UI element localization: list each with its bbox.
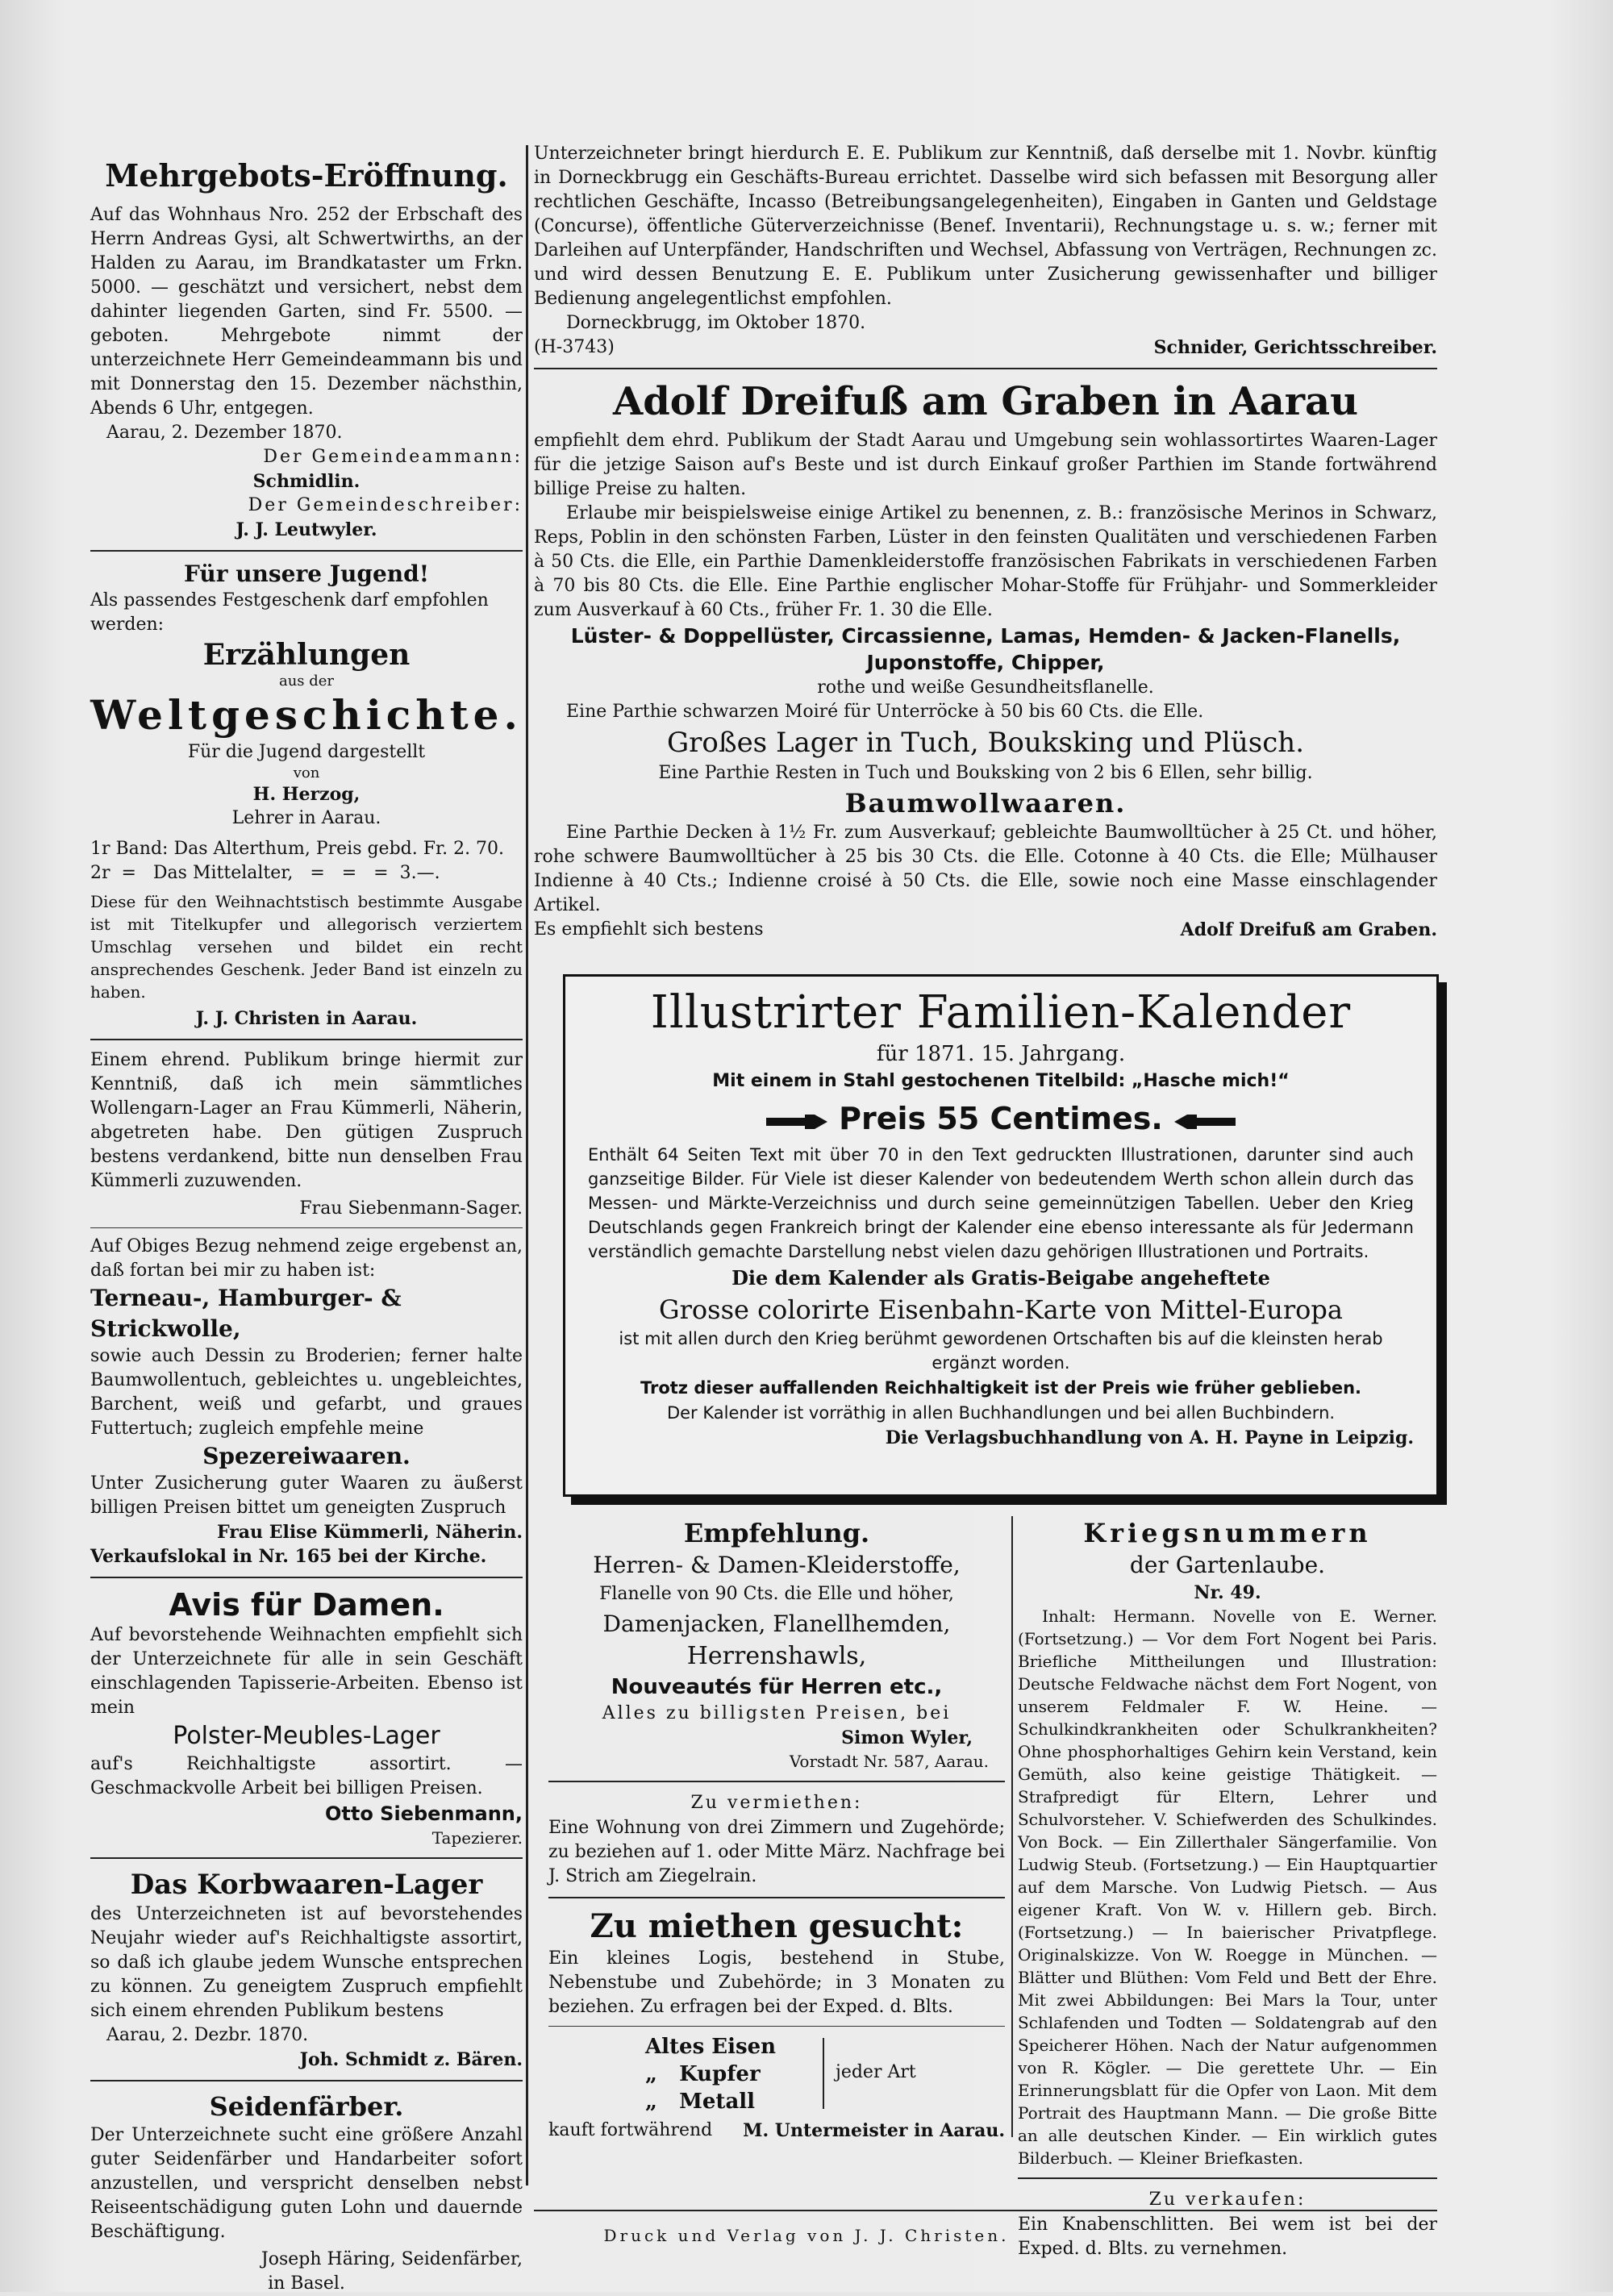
ad-text: Die dem Kalender als Gratis-Beigabe angeheftete xyxy=(731,1266,1270,1290)
left-column xyxy=(90,137,523,2296)
ad-signature: Schmidlin. xyxy=(252,471,361,492)
ad-body: des Unterzeichneten ist auf bevorstehendes Neujahr wieder auf's Reichhaltigste assortirt, so daß ich glaube jedem Wunsche entsprechen zu können. Zu geneigtem Zuspruch empfiehlt sich einem ehrenden Publikum bestens xyxy=(90,1904,523,2021)
ad-text: Für die Jugend dargestellt xyxy=(187,742,426,762)
ad-footer-row xyxy=(534,335,1437,360)
ad-body: Unter Zusicherung guter Waaren zu äußerst billigen Preisen bittet um geneigten Zuspruch xyxy=(90,1473,523,1518)
ad-title: Zu vermiethen: xyxy=(690,1793,863,1813)
ad-text: Mit einem in Stahl gestochenen Titelbild: „Hasche mich!“ xyxy=(712,1071,1290,1091)
ad-body: Eine Parthie Resten in Tuch und Bouksking von 2 bis 6 Ellen, sehr billig. xyxy=(658,763,1313,783)
ad-kuemmerli xyxy=(90,1235,523,1569)
divider xyxy=(90,1039,523,1040)
ad-body: sowie auch Dessin zu Broderien; ferner halte Baumwollentuch, gebleichtes u. ungebleichtes, Barchent, weiß und gefarbt, und graues Futtertuch; zugleich empfehle meine xyxy=(90,1346,523,1439)
ad-place: in Basel. xyxy=(268,2273,345,2294)
ad-body: Unterzeichneter bringt hierdurch E. E. Publikum zur Kenntniß, daß derselbe mit 1. Novbr. künftig in Dorneckbrugg ein Geschäfts-Bureau errichtet. Dasselbe wird sich befassen mit Besorgung aller rechtlichen Geschäfte, Incasso (Betreibungsangelegenheiten), Eingaben in Ganten und Geldstage (Concurse), öffentliche Güterverzeichnisse (Benef. Inventarii), Rechnungstage u. s. w.; ferner mit Darleihen auf Unterpfänder, Handschriften und Wechsel, Abfassung von Verträgen, Rechnungen zc. und wird dessen Benutzung E. E. Publikum unter Zusicherung gewissenhafter und billiger Bedienung angelegentlichst empfohlen. xyxy=(534,144,1437,309)
ad-address: Vorstadt Nr. 587, Aarau. xyxy=(789,1752,989,1771)
ad-text: Trotz dieser auffallenden Reichhaltigkeit ist der Preis wie früher geblieben. xyxy=(640,1378,1362,1398)
lower-left-subcolumn xyxy=(548,1516,1005,2146)
ad-text: Der Kalender ist vorräthig in allen Buchhandlungen und bei allen Buchbindern. xyxy=(666,1403,1336,1423)
ad-signature: Adolf Dreifuß am Graben. xyxy=(1180,919,1437,940)
ad-highlight: Polster-Meubles-Lager xyxy=(173,1722,440,1750)
column-divider xyxy=(526,145,528,2186)
ad-body: Eine Wohnung von drei Zimmern und Zugehörde; zu beziehen auf 1. oder Mitte März. Nachfrage bei J. Strich am Ziegelrain. xyxy=(548,1818,1005,1886)
ad-body: Erlaube mir beispielsweise einige Artikel zu benennen, z. B.: französische Merinos in Schwarz, Reps, Poblin in den schönsten Farben, Lüster in den feinsten Qualitäten und verschiedenen Farben à 50 Cts. die Elle, ein Parthie Damenkleiderstoffe französischen Fabrikats in verschiedenen Farben à 70 bis 80 Cts. die Elle. Eine Parthie englischer Mohar-Stoffe für Frühjahr- und Sommerkleider zum Ausverkauf à 60 Cts., früher Fr. 1. 30 die Elle. xyxy=(534,503,1437,620)
ad-body: Auf Obiges Bezug nehmend zeige ergebenst an, daß fortan bei mir zu haben ist: xyxy=(90,1236,523,1281)
ad-role: Der Gemeindeammann: xyxy=(263,447,523,467)
ad-vermieten xyxy=(548,1790,1005,1889)
ad-highlight: „ Kupfer xyxy=(645,2062,761,2086)
ad-body: empfiehlt dem ehrd. Publikum der Stadt Aarau und Umgebung sein wohlassortirtes Waaren-Lager für die jetzige Saison auf's Beste und ist durch Einkauf großer Parthien im Stande fortwährend billige Preise zu halten. xyxy=(534,431,1437,499)
ad-highlight: Herren- & Damen-Kleiderstoffe, xyxy=(593,1552,961,1578)
price-text: Preis 55 Centimes. xyxy=(839,1101,1163,1136)
ad-mehrgebot xyxy=(90,156,523,542)
ad-text: aus der xyxy=(278,673,335,690)
divider xyxy=(90,2080,523,2081)
author-name: H. Herzog, xyxy=(252,784,361,805)
ad-subtitle: der Gartenlaube. xyxy=(1129,1552,1326,1578)
ad-body: Einem ehrend. Publikum bringe hiermit zur Kenntniß, daß ich mein sämmtliches Wollengarn-Lager an Frau Kümmerli, Näherin, abgetreten habe. Den gütigen Zuspruch bestens verdankend, bitte nun denselben Frau Kümmerli zuzuwenden. xyxy=(90,1050,523,1191)
ad-signature: Joseph Häring, Seidenfärber, xyxy=(260,2249,523,2269)
divider xyxy=(1018,2177,1437,2179)
ad-highlight: Baumwollwaaren. xyxy=(844,788,1127,819)
pointing-hand-icon xyxy=(765,1113,829,1131)
volume-line: 1r Band: Das Alterthum, Preis gebd. Fr. 2. 70. xyxy=(90,839,505,859)
ad-address: Verkaufslokal in Nr. 165 bei der Kirche. xyxy=(90,1546,487,1567)
ad-text: Alles zu billigsten Preisen, bei xyxy=(602,1703,952,1723)
lower-right-subcolumn xyxy=(1018,1516,1437,2261)
ad-body: Diese für den Weihnachtstisch bestimmte Ausgabe ist mit Titelkupfer und allegorisch verziertem Umschlag versehen und bildet ein recht ansprechendes Geschenk. Jeder Band ist einzeln zu haben. xyxy=(90,892,523,1002)
volume-line: 2r = Das Mittelalter, = = = 3.—. xyxy=(90,863,440,883)
pointing-hand-icon xyxy=(1173,1113,1237,1131)
imprint: Druck und Verlag von J. J. Christen. xyxy=(603,2226,1010,2245)
ad-wyler xyxy=(548,1516,1005,1773)
ad-signature: Die Verlagsbuchhandlung von A. H. Payne in Leipzig. xyxy=(885,1427,1414,1448)
ad-highlight: „ Metall xyxy=(645,2090,756,2114)
ad-signature: J. J. Christen in Aarau. xyxy=(195,1008,418,1029)
ad-body: Ein kleines Logis, bestehend in Stube, Nebenstube und Zubehörde; in 3 Monaten zu beziehen. Zu erfragen bei der Exped. d. Blts. xyxy=(548,1948,1005,2017)
ad-body: Auf das Wohnhaus Nro. 252 der Erbschaft des Herrn Andreas Gysi, alt Schwertwirths, an der Halden zu Aarau, im Brandkataster um Frkn. 5000. — geschätzt und versichert, nebst dem dahinter liegenden Garten, sind Fr. 5500. — geboten. Mehrgebote nimmt der unterzeichnete Herr Gemeindeammann bis und mit Donnerstag den 15. Dezember nächsthin, Abends 6 Uhr, entgegen. xyxy=(90,205,523,419)
ad-highlight: Damenjacken, Flanellhemden, xyxy=(602,1611,951,1637)
ad-text: jeder Art xyxy=(836,2062,916,2082)
ad-highlight: Großes Lager in Tuch, Bouksking und Plüsch. xyxy=(666,727,1305,759)
divider xyxy=(90,1227,523,1228)
column-divider xyxy=(1011,1516,1013,2137)
ad-footer-row xyxy=(534,918,1437,942)
ad-role: Der Gemeindeschreiber: xyxy=(248,495,523,515)
ad-signature: Schnider, Gerichtsschreiber. xyxy=(1153,337,1437,358)
ad-kalender-box xyxy=(563,974,1439,1497)
divider xyxy=(548,2026,1005,2027)
divider xyxy=(90,1577,523,1578)
ad-highlight: Grosse colorirte Eisenbahn-Karte von Mittel-Europa xyxy=(659,1294,1343,1325)
ad-highlight: Nouveautés für Herren etc., xyxy=(611,1675,943,1699)
price-line xyxy=(588,1098,1414,1140)
ad-signature: Joh. Schmidt z. Bären. xyxy=(299,2049,523,2070)
ad-title: Zu miethen gesucht: xyxy=(590,1907,964,1945)
divider xyxy=(548,1897,1005,1898)
ad-highlight: Herrenshawls, xyxy=(686,1642,867,1670)
ad-body: Auf bevorstehende Weihnachten empfiehlt sich der Unterzeichnete für alle in sein Geschäft einschlagenden Tapisserie-Arbeiten. Ebenso ist mein xyxy=(90,1625,523,1718)
ad-title: Für unsere Jugend! xyxy=(183,560,430,587)
ad-body: Eine Parthie schwarzen Moiré für Unterröcke à 50 bis 60 Cts. die Elle. xyxy=(566,702,1204,722)
ad-title: Empfehlung. xyxy=(683,1518,870,1548)
ad-highlight: Spezereiwaaren. xyxy=(202,1443,411,1469)
ad-signature: Simon Wyler, xyxy=(841,1727,973,1748)
ad-body: Als passendes Festgeschenk darf empfohlen werden: xyxy=(90,590,489,635)
ad-code: (H-3743) xyxy=(534,337,615,357)
ad-body: ist mit allen durch den Krieg berühmt gewordenen Ortschaften bis auf die kleinsten herab ergänzt worden. xyxy=(619,1329,1383,1373)
right-column xyxy=(534,142,1437,942)
ad-krieg xyxy=(1018,1516,1437,2169)
divider xyxy=(534,368,1437,369)
ad-seide xyxy=(90,2090,523,2296)
ad-title: Zu verkaufen: xyxy=(1148,2190,1307,2210)
book-title: Weltgeschichte. xyxy=(90,691,523,739)
ad-title: Adolf Dreifuß am Graben in Aarau xyxy=(613,379,1358,424)
ad-body: Enthält 64 Seiten Text mit über 70 in den Text gedruckten Illustrationen, darunter sind auch ganzseitige Bilder. Für Viele ist dieser Kalender von bedeutendem Werth schon allein durch das Messen- und Märkte-Verzeichniss und durch seine gemeinnützigen Tabellen. Ueber den Krieg Deutschlands gegen Frankreich bringt der Kalender eine ebenso interessante als für Jedermann verständlich gemachte Darstellung nebst vielen dazu gehörigen Illustrationen und Portraits. xyxy=(588,1145,1414,1261)
ad-body: rothe und weiße Gesundheitsflanelle. xyxy=(817,677,1154,698)
ad-jugend xyxy=(90,560,523,1031)
ad-highlight: Lüster- & Doppellüster, Circassienne, Lamas, Hemden- & Jacken-Flanells, Juponstoffe, Chipper, xyxy=(570,624,1401,674)
brace xyxy=(823,2038,824,2109)
divider xyxy=(548,1781,1005,1782)
ad-text: kauft fortwährend xyxy=(548,2120,713,2140)
footer-rule xyxy=(534,2210,1437,2211)
ad-text: von xyxy=(293,765,320,781)
ad-body: auf's Reichhaltigste assortirt. — Geschmackvolle Arbeit bei billigen Preisen. xyxy=(90,1754,523,1798)
ad-signature: Frau Elise Kümmerli, Näherin. xyxy=(216,1522,523,1543)
ad-korb xyxy=(90,1867,523,2072)
ad-title: Mehrgebots-Eröffnung. xyxy=(105,157,508,194)
divider xyxy=(90,550,523,552)
ad-title: Illustrirter Familien-Kalender xyxy=(650,986,1352,1039)
ad-dreifuss xyxy=(534,377,1437,942)
ad-highlight: Terneau-, Hamburger- & Strickwolle, xyxy=(90,1285,402,1342)
ad-avis xyxy=(90,1586,523,1849)
ad-eisen xyxy=(548,2033,1005,2146)
ad-body: Inhalt: Hermann. Novelle von E. Werner. (Fortsetzung.) — Vor dem Fort Nogent bei Paris. Briefliche Mittheilungen und Illustration: Deutsche Feldwache nächst dem Fort Nogent, von unserem Feldmaler F. W. Heine. — Schulkindkrankheiten oder Schulkrankheiten? Ohne phosphorhaltiges Gehirn kein Verstand, kein Gemüth, also keine geistige Thätigkeit. — Strafpredigt für Eltern, Lehrer und Schulvorsteher. V. Schiefwerden des Schulkindes. Von Bock. — Ein Zillerthaler Sängerfamilie. Von Ludwig Steub. (Fortsetzung.) — Ein Hauptquartier auf dem Marsche. Von Ludwig Pietsch. — Aus eigener Kraft. Von W. v. Hillern geb. Birch. (Fortsetzung.) — In baierischer Privatpflege. Originalskizze. Von W. Roegge in München. — Blätter und Blüthen: Vom Feld und Bett der Ehre. Mit zwei Abbildungen: Bei Mars la Tour, unter Schlafenden und Todten — Soldatengrab auf den Speicherer Höhen. Nach der Natur aufgenommen von R. Kögler. — Die gerettete Uhr. — Ein Erinnerungsblatt für die Opfer von Laon. Mit dem Portrait des Hauptmann Mann. — Die große Bitte an alle deutschen Kinder. — Ein wirklich gutes Bilderbuch. — Kleiner Briefkasten. xyxy=(1018,1606,1437,2168)
ad-subtitle: für 1871. 15. Jahrgang. xyxy=(876,1042,1126,1066)
author-role: Lehrer in Aarau. xyxy=(231,808,381,828)
ad-body: Ein Knabenschlitten. Bei wem ist bei der Exped. d. Blts. zu vernehmen. xyxy=(1018,2215,1437,2259)
ad-gesucht xyxy=(548,1906,1005,2019)
ad-signature: Otto Siebenmann, xyxy=(324,1802,523,1825)
ad-signature: Frau Siebenmann-Sager. xyxy=(299,1198,523,1219)
ad-highlight: Altes Eisen xyxy=(645,2035,777,2059)
ad-title: Avis für Damen. xyxy=(169,1587,444,1623)
ad-date: Aarau, 2. Dezbr. 1870. xyxy=(106,2025,309,2045)
ad-signature: M. Untermeister in Aarau. xyxy=(743,2120,1005,2141)
ad-wolle xyxy=(90,1048,523,1221)
ad-body: Der Unterzeichnete sucht eine größere Anzahl guter Seidenfärber und Handarbeiter sofort anzustellen, und verspricht denselben nebst Reiseentschädigung guten Lohn und dauernde Beschäftigung. xyxy=(90,2125,523,2242)
ad-text: Es empfiehlt sich bestens xyxy=(534,919,764,940)
divider xyxy=(90,1857,523,1859)
ad-title: Das Korbwaaren-Lager xyxy=(130,1869,483,1901)
ad-date: Dorneckbrugg, im Oktober 1870. xyxy=(566,313,866,333)
book-title: Erzählungen xyxy=(202,638,411,672)
ad-title: Seidenfärber. xyxy=(209,2091,404,2122)
ad-title: Kriegsnummern xyxy=(1083,1518,1372,1548)
ad-verkaufen xyxy=(1018,2187,1437,2261)
ad-date: Aarau, 2. Dezember 1870. xyxy=(106,423,343,443)
ad-text: Flanelle von 90 Cts. die Elle und höher, xyxy=(599,1584,954,1604)
ad-schnider xyxy=(534,142,1437,360)
ad-body: Eine Parthie Decken à 1½ Fr. zum Ausverkauf; gebleichte Baumwolltücher à 25 Ct. und höher, rohe schwere Baumwolltücher à 25 bis 30 Cts. die Elle. Cotonne à 40 Cts. die Elle; Mülhauser Indienne à 40 Cts.; Indienne croisé à 50 Cts. die Elle, sowie noch eine Masse einschlagender Artikel. xyxy=(534,823,1437,915)
ad-role: Tapezierer. xyxy=(431,1828,523,1848)
ad-signature: J. J. Leutwyler. xyxy=(235,519,377,540)
ad-subtitle: Nr. 49. xyxy=(1194,1582,1261,1603)
